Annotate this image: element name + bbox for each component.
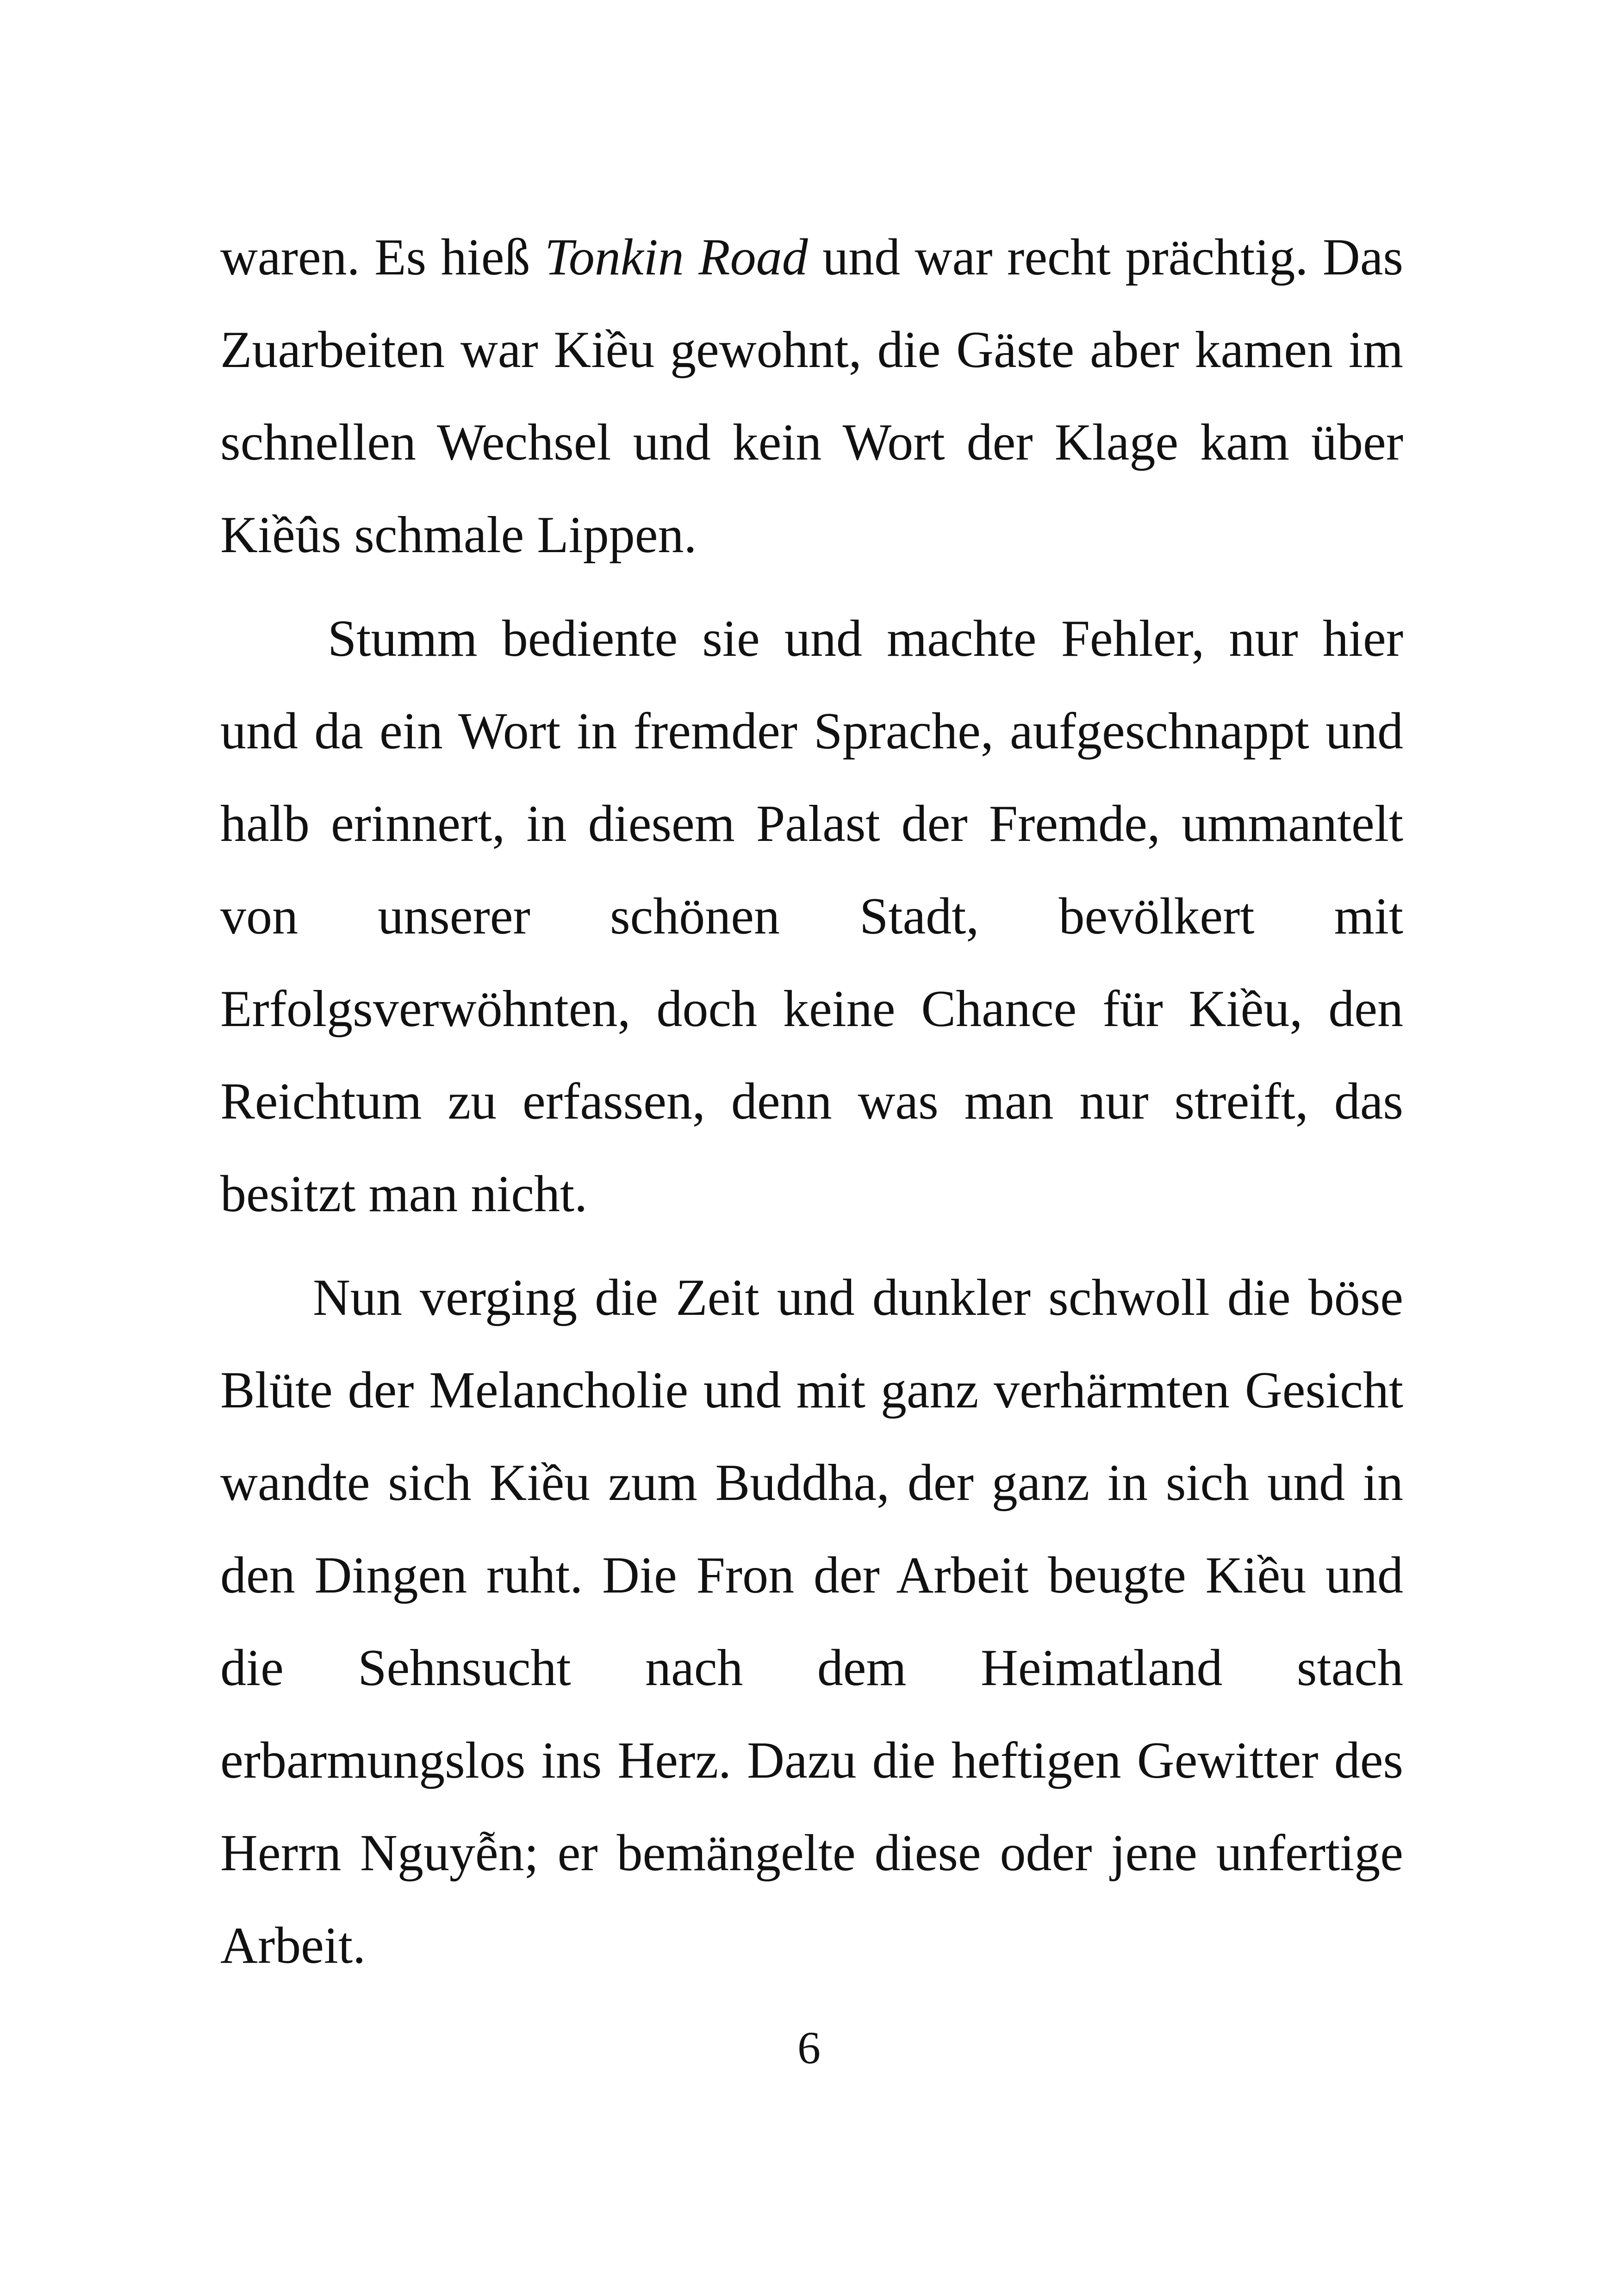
italic-title: Tonkin Road [544, 229, 808, 286]
body-text [220, 211, 1403, 1992]
paragraph-1 [220, 211, 1403, 581]
paragraph-2: Stumm bediente sie und machte Fehler, nur hier und da ein Wort in fremder Sprache, aufgeschnappt und halb erinnert, in diesem Palast der Fremde, ummantelt von unserer schönen Stadt, bevölkert mit Erfolgsverwöhnten, doch keine Chance für Kiều, den Reichtum zu erfassen, denn was man nur streift, das besitzt man nicht. [220, 610, 1403, 1223]
page-number: 6 [797, 2022, 821, 2073]
paragraph-1-rest: und war recht prächtig. Das Zuarbeiten war Kiều gewohnt, die Gäste aber kamen im schnellen Wechsel und kein Wort der Klage kam über Kiềûs schmale Lippen. [220, 229, 1404, 564]
paragraph-1-start: waren. Es hieß [220, 229, 545, 286]
paragraph-3: Nun verging die Zeit und dunkler schwoll die böse Blüte der Melancholie und mit ganz verhärmten Gesicht wandte sich Kiều zum Buddha, der ganz in sich und in den Dingen ruht. Die Fron der Arbeit beugte Kiều und die Sehnsucht nach dem Heimatland stach erbarmungslos ins Herz. Dazu die heftigen Gewitter des Herrn Nguyễn; er bemängelte diese oder jene unfertige Arbeit. [220, 1269, 1403, 1974]
